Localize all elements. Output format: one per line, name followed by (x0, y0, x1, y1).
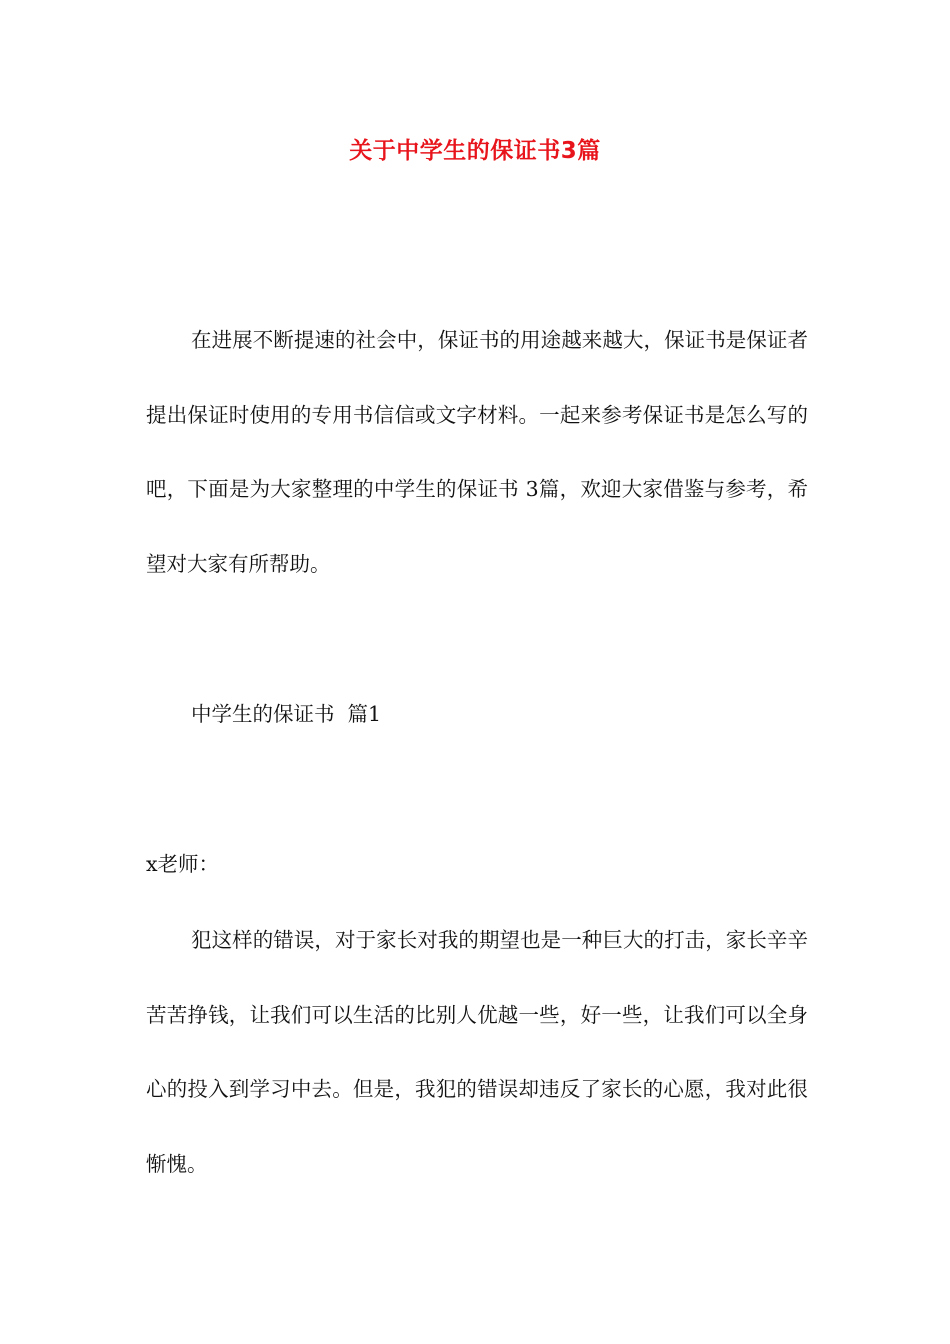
document-title: 关于中学生的保证书3篇 (349, 138, 601, 164)
intro-paragraph: 在进展不断提速的社会中，保证书的用途越来越大，保证书是保证者提出保证时使用的专用书信信或文字材料。一起来参考保证书是怎么写的吧，下面是为大家整理的中学生的保证书 3篇，欢迎大家借鉴与参考，希望对大家有所帮助。 (146, 328, 808, 576)
body-paragraph: 犯这样的错误，对于家长对我的期望也是一种巨大的打击，家长辛辛苦苦挣钱，让我们可以生活的比别人优越一些，好一些，让我们可以全身心的投入到学习中去。但是，我犯的错误却违反了家长的心愿，我对此很惭愧。 (146, 928, 808, 1176)
salutation: x老师： (146, 852, 220, 876)
section-heading: 中学生的保证书 篇1 (191, 702, 382, 726)
